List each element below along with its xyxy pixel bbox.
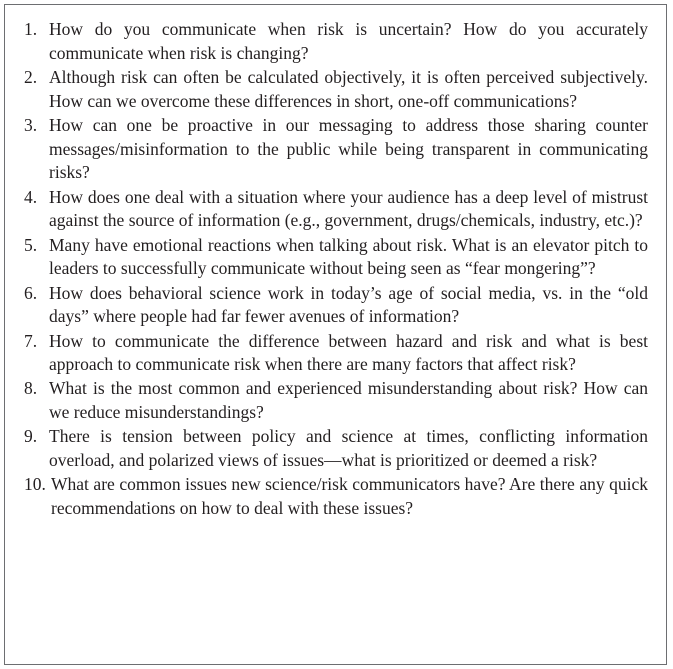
question-number: 3. bbox=[24, 114, 38, 135]
question-item bbox=[5, 186, 666, 233]
question-number: 7. bbox=[24, 330, 38, 351]
question-item bbox=[5, 282, 666, 329]
question-number: 1. bbox=[24, 19, 38, 39]
question-number: 10. bbox=[24, 474, 46, 495]
question-text: How do you communicate when risk is uncertain? How do you accurately communicate when risk is changing? bbox=[49, 19, 648, 63]
question-item bbox=[5, 425, 666, 472]
questions-list bbox=[5, 18, 666, 521]
question-item bbox=[5, 377, 666, 424]
question-text: There is tension between policy and science at times, conflicting information overload, and polarized views of issues—what is prioritized or deemed a risk? bbox=[49, 426, 648, 471]
question-text: What is the most common and experienced misunderstanding about risk? How can we reduce misunderstandings? bbox=[49, 378, 648, 423]
question-item bbox=[5, 66, 666, 113]
question-item bbox=[5, 114, 666, 185]
questions-box bbox=[4, 4, 667, 665]
question-item bbox=[5, 473, 666, 520]
question-number: 2. bbox=[24, 66, 38, 87]
question-text: Although risk can often be calculated objectively, it is often perceived subjectively. How can we overcome these differences in short, one-off communications? bbox=[49, 66, 648, 111]
question-number: 9. bbox=[24, 426, 38, 447]
question-text: Many have emotional reactions when talking about risk. What is an elevator pitch to leaders to successfully communicate without being seen as “fear mongering”? bbox=[49, 234, 648, 279]
question-text: How does behavioral science work in today’s age of social media, vs. in the “old days” where people had far fewer avenues of information? bbox=[49, 282, 648, 327]
question-number: 8. bbox=[24, 378, 38, 399]
question-item bbox=[5, 18, 666, 65]
question-item bbox=[5, 234, 666, 281]
question-text: What are common issues new science/risk communicators have? Are there any quick recommendations on how to deal with these issues? bbox=[51, 474, 648, 519]
question-item bbox=[5, 330, 666, 377]
question-number: 6. bbox=[24, 282, 38, 303]
question-number: 5. bbox=[24, 234, 38, 255]
question-text: How can one be proactive in our messaging to address those sharing counter messages/misinformation to the public while being transparent in communicating risks? bbox=[49, 114, 648, 183]
question-text: How to communicate the difference between hazard and risk and what is best approach to communicate risk when there are many factors that affect risk? bbox=[49, 330, 648, 375]
question-number: 4. bbox=[24, 186, 38, 207]
question-text: How does one deal with a situation where your audience has a deep level of mistrust against the source of information (e.g., government, drugs/chemicals, industry, etc.)? bbox=[49, 186, 648, 231]
